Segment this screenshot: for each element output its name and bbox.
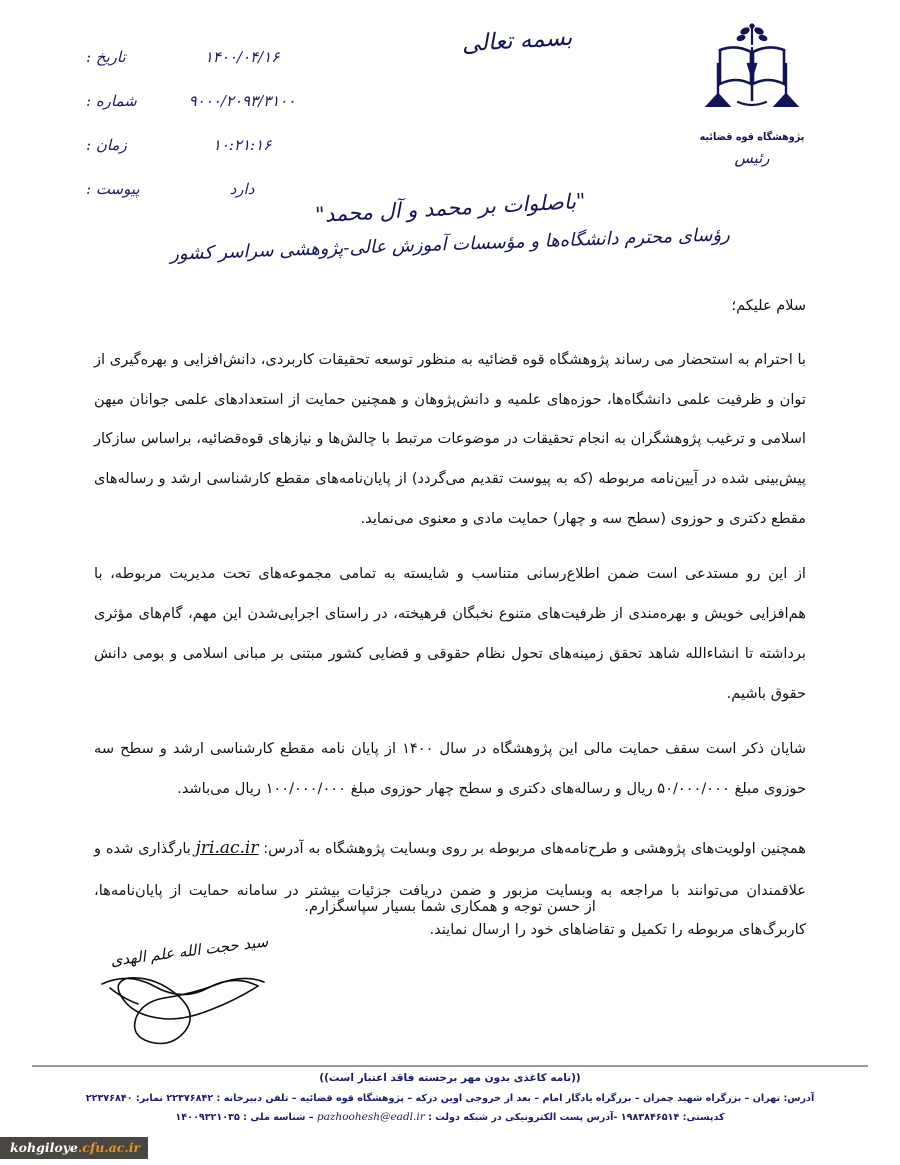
- footer-email-address: pazhoohesh@eadl.ir: [316, 1110, 425, 1123]
- signatory-name: سید حجت الله علم الهدی: [109, 932, 270, 970]
- jri-website-link[interactable]: jri.ac.ir: [195, 837, 259, 858]
- meta-label-date: تاریخ :: [86, 48, 126, 66]
- meta-value-time: ۱۰:۲۱:۱۶: [212, 136, 272, 154]
- footer-national-id: – شناسه ملی : ۱۴۰۰۹۳۲۱۰۳۵: [175, 1111, 314, 1123]
- site-watermark-badge: [0, 1137, 148, 1159]
- signature-block: [58, 932, 358, 1056]
- footer-address-line: آدرس: تهران – بزرگراه شهید چمران – بزرگراه یادگار امام – بعد از خروجی اوین درکه – پژوهشگاه قوه قضائیه – تلفن دبیرخانه : ۲۲۳۷۶۸۴۲ نمابر: ۲۲۳۷۶۸۴۰: [85, 1093, 815, 1104]
- handwritten-signature-icon: [58, 936, 358, 1056]
- logo-role-label: رئیس: [734, 149, 770, 167]
- greeting-line: سلام علیکم؛: [731, 298, 806, 314]
- meta-label-time: زمان :: [86, 136, 127, 154]
- meta-value-date: ۱۴۰۰/۰۴/۱۶: [204, 48, 280, 66]
- blessing-line: "باصلوات بر محمد و آل محمد": [314, 188, 586, 228]
- watermark-prefix: kohgiloye: [10, 1140, 78, 1155]
- organization-logo: [692, 22, 812, 167]
- meta-value-attachment: دارد: [229, 180, 255, 198]
- scales-of-justice-book-icon: [704, 22, 800, 130]
- body-paragraph-2: از این رو مستدعی است ضمن اطلاع‌رسانی متناسب و شایسته به تمامی مجموعه‌های تحت مدیریت مربوطه، با هم‌افزایی خویش و بهره‌مندی از ظرفیت‌های متنوع نخبگان فرهیخته، در راستای اجرایی‌شدن این مهم، گام‌های مؤثری برداشته تا انشاءالله شاهد تحقق زمینه‌های تحول نظام حقوقی و قضایی کشور مبتنی بر مبانی اسلامی و بومی دانش حقوق باشیم.: [94, 565, 806, 702]
- footer-notice: ((نامه کاغذی بدون مهر برجسته فاقد اعتبار است)): [319, 1072, 581, 1084]
- besmeh-taala-heading: بسمه تعالی: [461, 24, 573, 58]
- meta-row-number: [86, 92, 316, 136]
- meta-label-number: شماره :: [86, 92, 137, 110]
- addressee-line: رؤسای محترم دانشگاه‌ها و مؤسسات آموزش عالی-پژوهشی سراسر کشور: [169, 224, 731, 265]
- meta-value-number: ۹۰۰۰/۲۰۹۳/۳۱۰۰: [188, 92, 296, 110]
- meta-label-attachment: پیوست :: [86, 180, 140, 198]
- logo-caption: پژوهشگاه قوه قضائیه: [699, 131, 805, 143]
- body-paragraph-1: با احترام به استحضار می رساند پژوهشگاه قوه قضائیه به منظور توسعه تحقیقات کاربردی، دانش‌افزایی و بهره‌گیری از توان و ظرفیت علمی دانشگاه‌ها، حوزه‌های علمیه و دانش‌پژوهان و همچنین حمایت از استعدادهای علمی جوانان میهن اسلامی و ترغیب پژوهشگران به انجام تحقیقات در موضوعات مرتبط با چالش‌ها و نیازهای قوه‌قضائیه، براساس سازکار پیش‌بینی شده در آیین‌نامه مربوطه (که به پیوست تقدیم می‌گردد) از پایان‌نامه‌های مقطع کارشناسی ارشد و رساله‌های مقطع دکتری و حوزوی (سطح سه و چهار) حمایت مادی و معنوی می‌نماید.: [94, 351, 806, 527]
- footer-divider: [32, 1065, 868, 1067]
- closing-line: از حسن توجه و همکاری شما بسیار سپاسگزارم.: [304, 898, 596, 915]
- letter-header: [0, 0, 900, 198]
- url-paragraph-before: همچنین اولویت‌های پژوهشی و طرح‌نامه‌های مربوطه بر روی وبسایت پژوهشگاه به آدرس:: [263, 839, 806, 857]
- letter-body: [94, 340, 806, 950]
- watermark-suffix: .cfu.ac.ir: [77, 1140, 141, 1155]
- meta-row-time: [86, 136, 316, 180]
- url-paragraph-after: بارگذاری شده و علاقمندان می‌توانند با مراجعه به وبسایت مزبور و ضمن دریافت جزئیات بیشتر در سامانه حمایت از پایان‌نامه‌ها، کاربرگ‌های مربوطه را تکمیل و تقاضاهای خود را ارسال نمایند.: [94, 839, 806, 939]
- letter-footer: [0, 1072, 900, 1127]
- footer-postal-label: کدپستی: ۱۹۸۳۸۴۶۵۱۴ -آدرس پست الکترونیکی در شبکه دولت :: [428, 1111, 725, 1123]
- meta-row-date: [86, 48, 316, 92]
- body-paragraph-4-with-url: [94, 825, 806, 951]
- body-paragraph-3: شایان ذکر است سقف حمایت مالی این پژوهشگاه در سال ۱۴۰۰ از پایان نامه مقطع کارشناسی ارشد و سطح سه حوزوی مبلغ ۵۰/۰۰۰/۰۰۰ ریال و رساله‌های دکتری و سطح چهار حوزوی مبلغ ۱۰۰/۰۰۰/۰۰۰ ریال می‌باشد.: [94, 740, 806, 797]
- footer-contact-line: [0, 1108, 900, 1127]
